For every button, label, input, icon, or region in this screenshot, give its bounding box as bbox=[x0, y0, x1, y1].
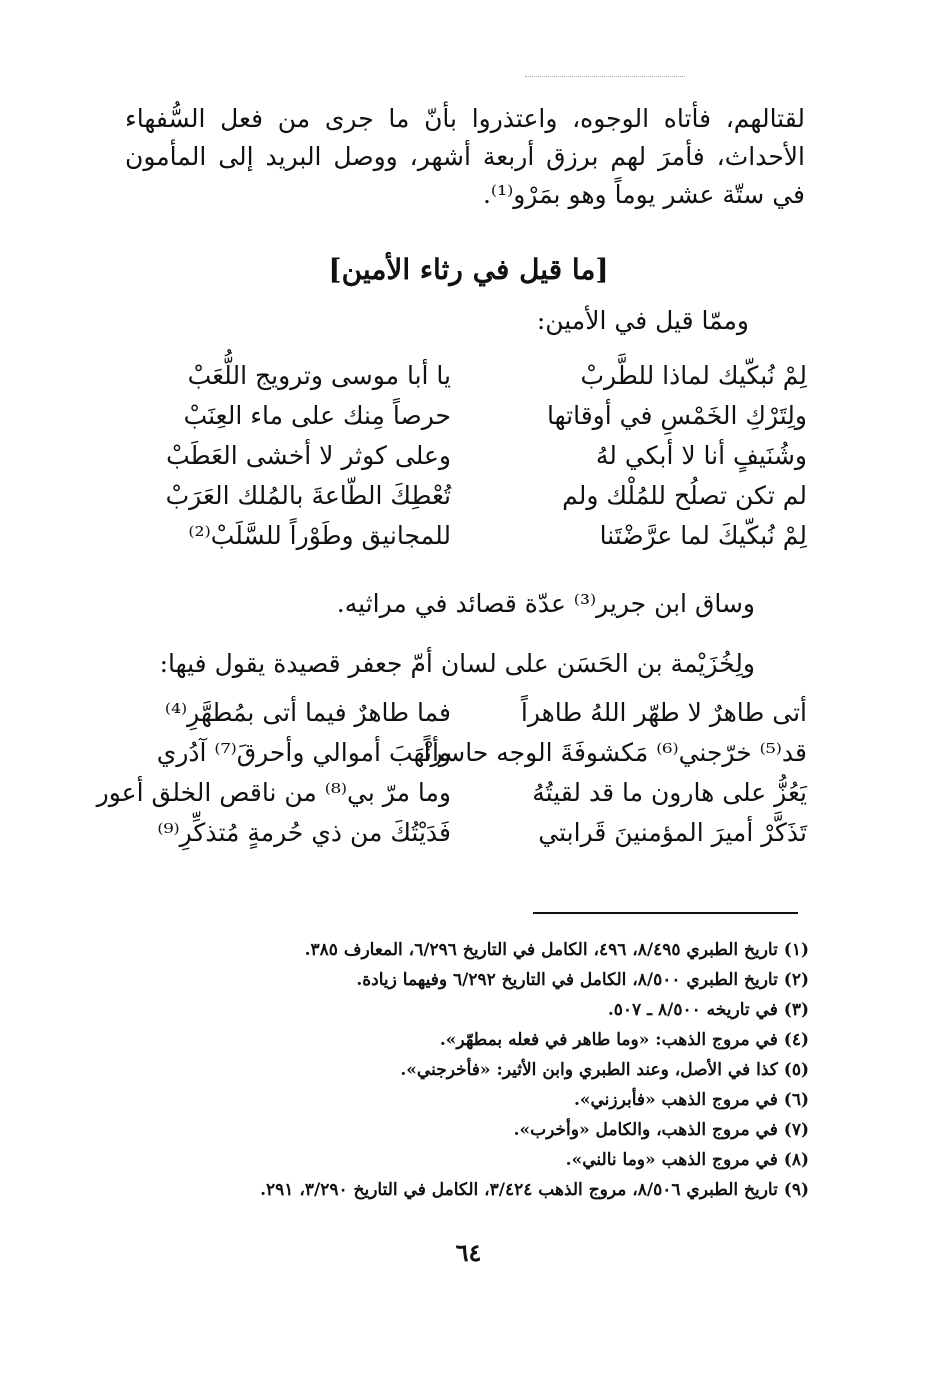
page-number: ٦٤ bbox=[455, 1238, 482, 1267]
footnote: (٣) في تاريخه ٨/٥٠٠ ـ ٥٠٧. bbox=[607, 1000, 809, 1020]
footnote-separator bbox=[533, 912, 798, 914]
verse-first-hemistich: يَعُزُّ على هارون ما قد لقيتُهُ bbox=[532, 778, 807, 807]
verse-second-hemistich: فما طاهرٌ فيما أتى بمُطهَّرِ⁽⁴⁾ bbox=[164, 698, 451, 727]
verse-second-hemistich: وما مرّ بي⁽⁸⁾ من ناقص الخلق أعور bbox=[96, 778, 451, 807]
opening-paragraph: لقتالهم، فأتاه الوجوه، واعتذروا بأنّ ما جرى من فعل السُّفهاء الأحداث، فأمرَ لهم برزق أربعة أشهر، ووصل البريد إلى المأمون في ستّة عشر يوماً وهو بمَرْو⁽¹⁾. bbox=[125, 104, 805, 209]
footnote: (٤) في مروج الذهب: «وما طاهر في فعله بمطهّر». bbox=[439, 1030, 809, 1050]
verse bbox=[125, 733, 807, 773]
verse-first-hemistich: ولِتَرْكِ الخَمْسِ في أوقاتها bbox=[547, 401, 807, 430]
footnote: (٦) في مروج الذهب «فأبرزني». bbox=[573, 1090, 809, 1110]
verse bbox=[125, 693, 807, 733]
top-dotted-rule bbox=[525, 76, 685, 77]
elegy-poem-2 bbox=[96, 693, 807, 853]
footnote: (٧) في مروج الذهب، والكامل «وأخرب». bbox=[513, 1120, 809, 1140]
verse bbox=[125, 356, 807, 396]
elegy-poem-1 bbox=[125, 356, 807, 556]
verse bbox=[125, 396, 807, 436]
verse-first-hemistich: قد⁽⁵⁾ خرّجني⁽⁶⁾ مَكشوفَةَ الوجه حاسراً bbox=[423, 738, 807, 767]
khuzayma-paragraph: ولِخُزَيْمة بن الحَسَن على لسان أمّ جعفر قصيدة يقول فيها: bbox=[159, 649, 755, 678]
section-heading: [ما قيل في رثاء الأمين] bbox=[328, 253, 609, 286]
poem-1-intro: وممّا قيل في الأمين: bbox=[536, 306, 749, 335]
verse-second-hemistich: تُعْطِكَ الطّاعةَ بالمُلك العَرَبْ bbox=[165, 481, 451, 510]
verse-first-hemistich: لِمْ نُبكّيكَ لما عرَّضْتَنا bbox=[599, 521, 807, 550]
verse bbox=[125, 813, 807, 853]
verse bbox=[96, 773, 807, 813]
verse-second-hemistich: وعلى كوثر لا أخشى العَطَبْ bbox=[166, 441, 451, 470]
verse-second-hemistich: فَدَيْتُكَ من ذي حُرمةٍ مُتذكِّرِ⁽⁹⁾ bbox=[157, 818, 451, 847]
verse-first-hemistich: وشُنَيفٍ أنا لا أبكي لهُ bbox=[595, 441, 807, 470]
footnotes bbox=[109, 935, 809, 1205]
verse-second-hemistich: للمجانيق وطَوْراً للسَّلَبْ⁽²⁾ bbox=[188, 521, 451, 550]
verse bbox=[125, 516, 807, 556]
footnote: (٨) في مروج الذهب «وما نالني». bbox=[565, 1150, 809, 1170]
verse-first-hemistich: أتى طاهرٌ لا طهّر اللهُ طاهراً bbox=[520, 698, 807, 727]
footnote: (٢) تاريخ الطبري ٨/٥٠٠، الكامل في التاريخ ٦/٢٩٢ وفيهما زيادة. bbox=[356, 970, 809, 990]
verse-first-hemistich: لِمْ نُبكّيك لماذا للطَّربْ bbox=[580, 361, 807, 390]
verse-second-hemistich: حرصاً مِنك على ماء العِنَبْ bbox=[183, 401, 451, 430]
verse-second-hemistich: يا أبا موسى وترويج اللُّعَبْ bbox=[187, 361, 451, 390]
footnote: (٥) كذا في الأصل، وعند الطبري وابن الأثير: «فأخرجني». bbox=[400, 1060, 809, 1080]
verse-second-hemistich: وأنْهَبَ أموالي وأحرقَ⁽⁷⁾ آدُري bbox=[156, 738, 451, 767]
verse bbox=[125, 436, 807, 476]
footnote: (١) تاريخ الطبري ٨/٤٩٥، ٤٩٦، الكامل في التاريخ ٦/٢٩٦، المعارف ٣٨٥. bbox=[304, 940, 809, 960]
ibn-jarir-paragraph: وساق ابن جرير⁽³⁾ عدّة قصائد في مراثيه. bbox=[336, 589, 755, 618]
verse-first-hemistich: لم تكن تصلُح للمُلْك ولم bbox=[562, 481, 807, 510]
verse-first-hemistich: تَذَكَّرْ أميرَ المؤمنينَ قَرابتي bbox=[538, 818, 807, 847]
footnote: (٩) تاريخ الطبري ٨/٥٠٦، مروج الذهب ٣/٤٢٤، الكامل في التاريخ ٣/٢٩٠، ٢٩١. bbox=[260, 1180, 809, 1200]
verse bbox=[125, 476, 807, 516]
